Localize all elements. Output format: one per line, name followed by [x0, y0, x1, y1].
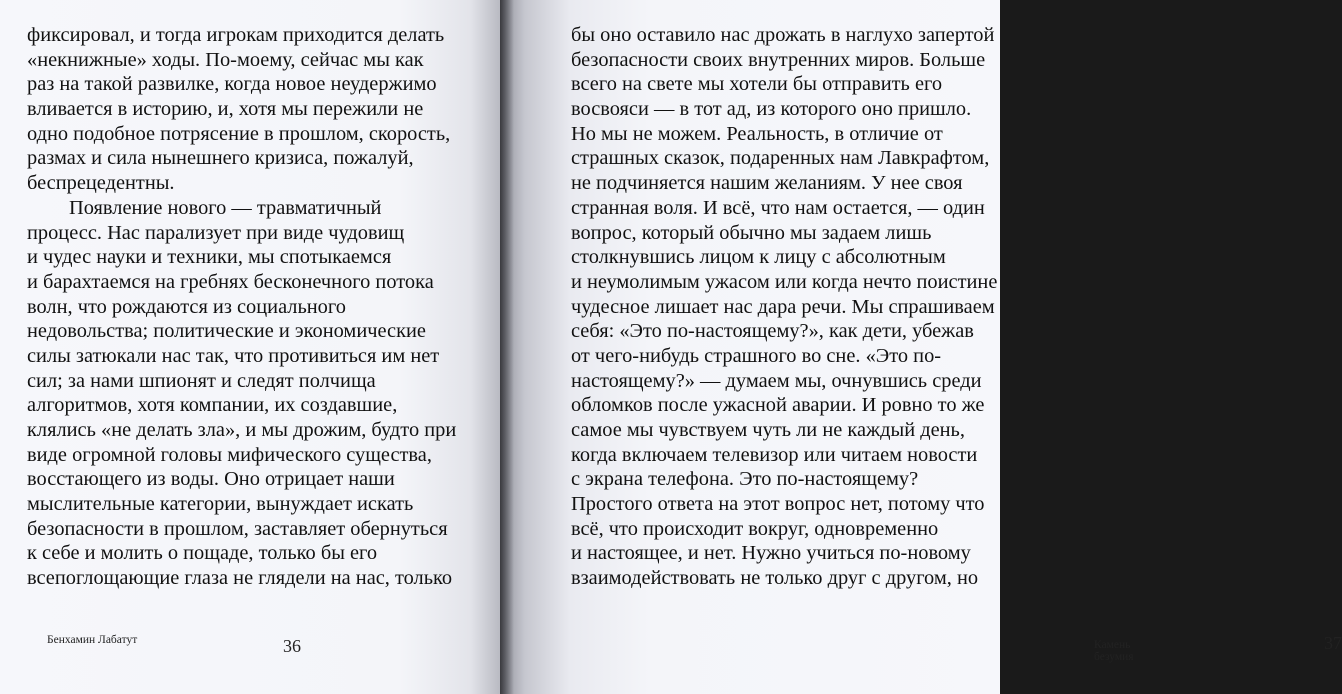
text-line: и неумолимым ужасом или когда нечто поистине — [571, 270, 998, 293]
text-line: фиксировал, и тогда игрокам приходится делать — [27, 24, 445, 46]
left-page-text — [27, 23, 467, 591]
text-line: восвояси — в тот ад, из которого оно пришло. — [571, 98, 972, 121]
text-line: чудесное лишает нас дара речи. Мы спрашиваем — [571, 295, 995, 318]
text-line: обломков после ужасной аварии. И ровно то же — [571, 394, 985, 417]
text-line: восстающего из воды. Оно отрицает наши — [27, 468, 395, 491]
text-line: одно подобное потрясение в прошлом, скорость, — [27, 122, 451, 145]
page-number: 37 — [1324, 633, 1342, 653]
text-line: беспрецедентны. — [27, 172, 175, 195]
text-line: Простого ответа на этот вопрос нет, потому что — [571, 493, 985, 516]
text-line: и чудес науки и техники, мы спотыкаемся — [27, 246, 392, 269]
text-line: самое мы чувствуем чуть ли не каждый день, — [571, 419, 965, 441]
text-line: и барахтаемся на гребнях бесконечного потока — [27, 270, 434, 293]
text-line: к себе и молить о пощаде, только бы его — [27, 542, 378, 565]
right-page-text — [571, 23, 998, 591]
text-line: раз на такой развилке, когда новое неудержимо — [27, 73, 437, 96]
text-line: страшных сказок, подаренных нам Лавкрафтом, — [571, 147, 990, 170]
text-line: странная воля. И всё, что нам остается, — один — [571, 196, 985, 219]
text-line: мыслительные категории, вынуждает искать — [27, 493, 414, 516]
text-line: и настоящее, и нет. Нужно учиться по-новому — [571, 542, 971, 565]
text-line: не подчиняется нашим желаниям. У нее своя — [571, 172, 963, 195]
text-line: вопрос, который обычно мы задаем лишь — [571, 221, 932, 244]
text-line: вливается в историю, и, хотя мы пережили не — [27, 98, 424, 121]
text-line: себя: «Это по-настоящему?», как дети, убежав — [571, 320, 974, 343]
text-line: процесс. Нас парализует при виде чудовищ — [27, 221, 405, 244]
text-line: силы затюкали нас так, что противиться им нет — [27, 344, 440, 367]
text-line: сил; за нами шпионят и следят полчища — [27, 369, 376, 392]
text-line: бы оно оставило нас дрожать в наглухо запертой — [571, 24, 995, 46]
text-line: виде огромной головы мифического существа, — [27, 443, 432, 466]
running-footer-author: Бенхамин Лабатут — [47, 634, 138, 646]
text-line: клялись «не делать зла», и мы дрожим, будто при — [27, 419, 457, 441]
text-line: всего на свете мы хотели бы отправить его — [571, 73, 943, 96]
text-line: алгоритмов, хотя компании, их создавшие, — [27, 394, 398, 417]
text-line: размах и сила нынешнего кризиса, пожалуй, — [27, 147, 414, 170]
paragraph-start-line: Появление нового — травматичный — [69, 196, 382, 219]
text-line: безопасности в прошлом, заставляет обернуться — [27, 517, 448, 540]
text-line: столкнувшись лицом к лицу с абсолютным — [571, 246, 946, 269]
text-line: всё, что происходит вокруг, одновременно — [571, 517, 939, 540]
text-line: волн, что рождаются из социального — [27, 295, 346, 318]
text-line: всепоглощающие глаза не глядели на нас, только — [27, 567, 453, 590]
page-number: 36 — [283, 636, 301, 656]
right-page — [500, 0, 1342, 694]
text-line: с экрана телефона. Это по-настоящему? — [571, 468, 919, 491]
text-line: настоящему?» — думаем мы, очнувшись среди — [571, 369, 982, 392]
text-line: «некнижные» ходы. По-моему, сейчас мы как — [27, 48, 424, 71]
text-line: Но мы не можем. Реальность, в отличие от — [571, 122, 943, 145]
text-line: взаимодействовать не только друг с другом, но — [571, 567, 979, 590]
left-page — [0, 0, 500, 694]
text-line: безопасности своих внутренних миров. Больше — [571, 48, 986, 71]
text-line: от чего-нибудь страшного во сне. «Это по- — [571, 344, 942, 367]
text-line: недовольства; политические и экономические — [27, 320, 426, 343]
text-line: когда включаем телевизор или читаем новости — [571, 443, 978, 466]
running-footer-title: Камень безумия — [1094, 639, 1134, 663]
